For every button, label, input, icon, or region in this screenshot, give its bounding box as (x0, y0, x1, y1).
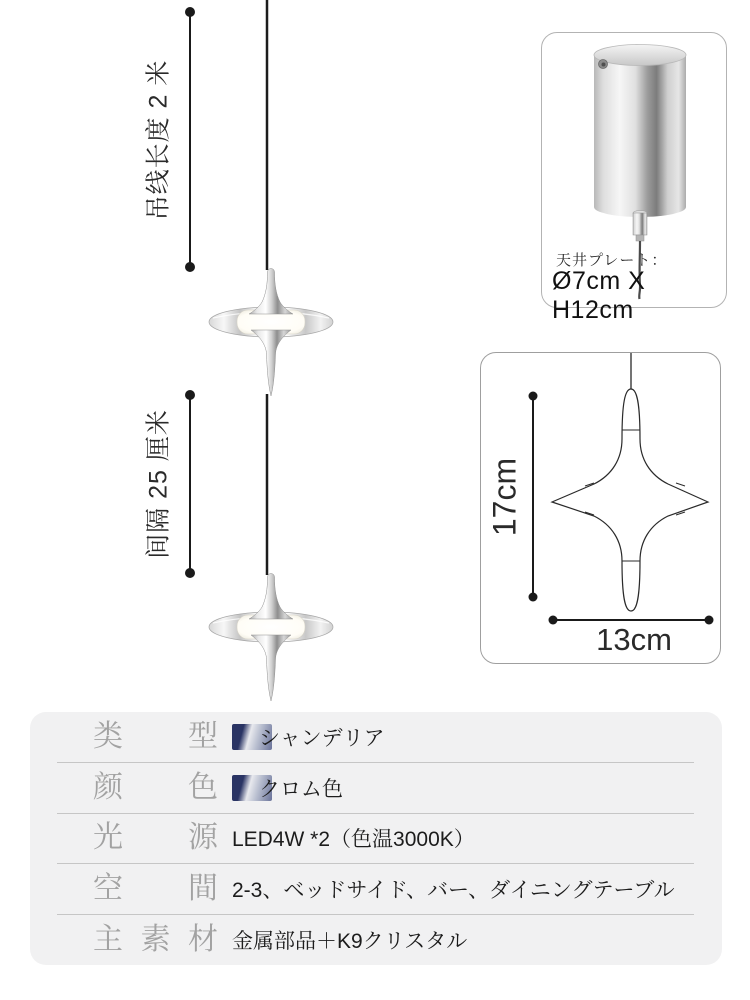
light-source-value-text: LED4W *2（色温3000K） (232, 828, 475, 852)
spec-table (30, 712, 722, 965)
wire-length-label: 吊线长度 2 米 (144, 59, 173, 221)
canopy-dimensions: Ø7cm X H12cm (552, 267, 646, 324)
spec-value-color (232, 773, 343, 803)
type-value-text: シャンデリア (259, 726, 385, 750)
material-value-text: 金属部品＋K9クリスタル (232, 930, 468, 954)
canopy-title: 天井プレート： (556, 252, 668, 269)
color-value-text: クロム色 (259, 777, 343, 801)
spacing-label: 间隔 25 厘米 (144, 409, 173, 559)
spacing-dimension (145, 390, 195, 578)
spec-value-light-source (232, 823, 475, 853)
height-label: 17cm (486, 457, 523, 537)
ceiling-plate-box (541, 32, 727, 324)
dimension-drawing-box (480, 352, 721, 664)
space-value-text: 2-3、ベッドサイド、バー、ダイニングテーブル (232, 879, 675, 903)
wire-length-dimension (145, 7, 195, 272)
wire-connector (633, 213, 647, 235)
spec-value-space (232, 874, 675, 904)
canopy-cylinder (594, 55, 686, 217)
pendant-lamp-upper (209, 269, 333, 397)
width-label: 13cm (596, 622, 672, 657)
star-lamp-outline (552, 389, 708, 611)
spec-value-material (232, 925, 467, 955)
spec-value-type (232, 722, 385, 752)
spec-label-space: 空間 (93, 872, 218, 906)
width-dimension (549, 616, 714, 658)
spec-row-color (57, 763, 694, 814)
spec-label-light-source: 光源 (93, 821, 218, 855)
spec-row-material (57, 915, 694, 965)
height-dimension (486, 392, 537, 602)
lamp-outline-drawing (481, 353, 719, 662)
spec-label-type: 类型 (93, 719, 218, 753)
pendant-lamp-scene (0, 0, 420, 712)
pendant-lamp-lower (209, 574, 333, 702)
spec-row-light-source (57, 814, 694, 865)
spec-label-color: 颜色 (93, 770, 218, 804)
spec-label-material: 主素材 (93, 923, 218, 957)
spec-row-space (57, 864, 694, 915)
spec-row-type (57, 712, 694, 763)
